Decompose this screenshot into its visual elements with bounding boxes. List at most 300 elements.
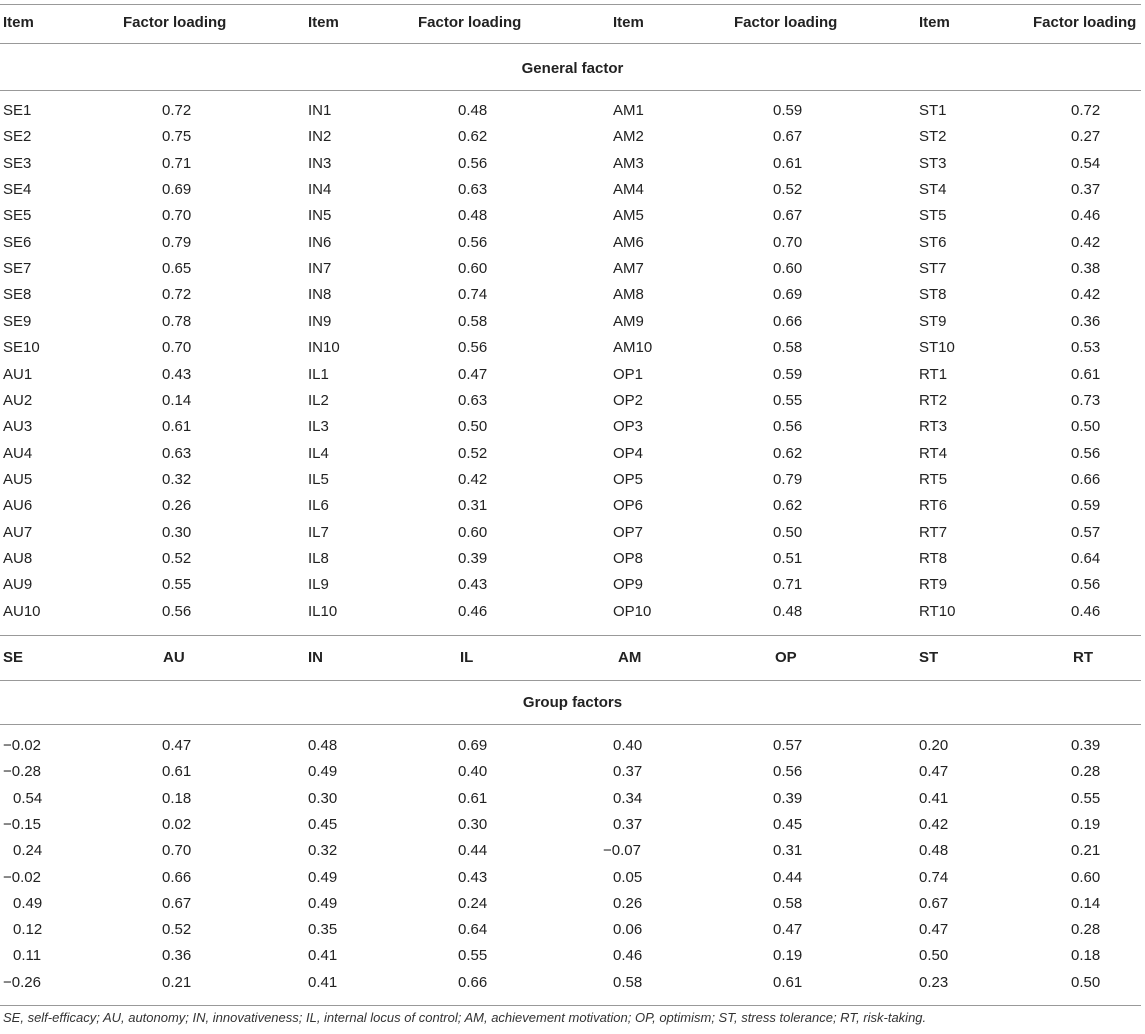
cell-rt: 0.21 [1071, 842, 1101, 860]
cell-il: 0.66 [458, 973, 488, 991]
table-row [0, 441, 1145, 467]
cell-op: 0.44 [773, 868, 803, 886]
cell-loading-4: 0.66 [1071, 470, 1101, 488]
cell-item-4: ST4 [919, 181, 947, 199]
cell-loading-2: 0.52 [458, 444, 488, 462]
cell-rt: 0.55 [1071, 789, 1101, 807]
cell-loading-3: 0.62 [773, 444, 803, 462]
cell-rt: 0.28 [1071, 921, 1101, 939]
cell-loading-4: 0.37 [1071, 181, 1101, 199]
group-header-il: IL [460, 649, 474, 666]
cell-op: 0.19 [773, 947, 803, 965]
cell-item-1: SE10 [3, 339, 40, 357]
cell-rt: 0.50 [1071, 973, 1101, 991]
cell-item-3: OP3 [613, 418, 644, 436]
cell-loading-2: 0.43 [458, 576, 488, 594]
cell-st: 0.74 [919, 868, 949, 886]
group-header-am: AM [618, 649, 642, 666]
cell-item-3: AM2 [613, 128, 644, 146]
cell-loading-3: 0.58 [773, 339, 803, 357]
cell-loading-4: 0.56 [1071, 444, 1101, 462]
table-row [0, 838, 1145, 864]
cell-au: 0.67 [162, 894, 192, 912]
cell-rt: 0.28 [1071, 763, 1101, 781]
cell-loading-4: 0.36 [1071, 312, 1101, 330]
table-row [0, 572, 1145, 598]
table-row [0, 493, 1145, 519]
general-factor-title-row [0, 56, 1145, 82]
cell-item-3: OP5 [613, 470, 644, 488]
cell-loading-1: 0.65 [162, 260, 192, 278]
rule-below-general-rows [0, 635, 1141, 636]
cell-item-2: IL1 [308, 365, 329, 383]
cell-st: 0.42 [919, 815, 949, 833]
cell-op: 0.56 [773, 763, 803, 781]
cell-item-4: ST1 [919, 102, 947, 119]
cell-item-2: IN1 [308, 102, 332, 119]
cell-loading-1: 0.72 [162, 102, 192, 119]
cell-loading-3: 0.52 [773, 181, 803, 199]
cell-loading-1: 0.75 [162, 128, 192, 146]
cell-loading-2: 0.74 [458, 286, 488, 304]
header-item-4: Item [919, 14, 950, 31]
cell-item-2: IN10 [308, 339, 340, 357]
cell-rt: 0.18 [1071, 947, 1101, 965]
cell-item-1: AU3 [3, 418, 33, 436]
cell-item-4: ST6 [919, 233, 947, 251]
cell-in: 0.41 [308, 973, 338, 991]
cell-in: 0.41 [308, 947, 338, 965]
rule-below-general-title [0, 90, 1141, 91]
cell-item-4: RT6 [919, 497, 948, 515]
cell-loading-2: 0.47 [458, 365, 488, 383]
cell-op: 0.61 [773, 973, 803, 991]
cell-se: −0.26 [3, 973, 41, 991]
cell-st: 0.41 [919, 789, 949, 807]
cell-item-2: IN3 [308, 154, 332, 172]
cell-item-4: ST5 [919, 207, 947, 225]
cell-loading-2: 0.56 [458, 339, 488, 357]
cell-loading-3: 0.62 [773, 497, 803, 515]
cell-loading-1: 0.63 [162, 444, 192, 462]
cell-item-2: IN8 [308, 286, 332, 304]
cell-item-2: IL7 [308, 523, 329, 541]
cell-am: 0.06 [613, 921, 643, 939]
cell-item-1: AU2 [3, 391, 33, 409]
cell-item-2: IN7 [308, 260, 332, 278]
cell-op: 0.39 [773, 789, 803, 807]
cell-item-4: ST9 [919, 312, 947, 330]
cell-item-1: AU6 [3, 497, 33, 515]
cell-item-2: IL10 [308, 602, 338, 620]
cell-au: 0.66 [162, 868, 192, 886]
table-row [0, 599, 1145, 625]
cell-item-3: OP1 [613, 365, 644, 383]
cell-item-1: AU5 [3, 470, 33, 488]
cell-am: 0.37 [613, 815, 643, 833]
group-header-op: OP [775, 649, 797, 666]
cell-item-2: IL3 [308, 418, 329, 436]
rule-below-group-headers [0, 680, 1141, 681]
cell-loading-2: 0.63 [458, 181, 488, 199]
cell-se: 0.11 [13, 947, 42, 965]
cell-loading-2: 0.63 [458, 391, 488, 409]
table-row [0, 256, 1145, 282]
group-factors-title-row [0, 690, 1145, 716]
cell-loading-3: 0.79 [773, 470, 803, 488]
cell-am: 0.58 [613, 973, 643, 991]
cell-op: 0.31 [773, 842, 803, 860]
cell-item-1: AU9 [3, 576, 33, 594]
table-row [0, 309, 1145, 335]
table-row [0, 98, 1145, 124]
cell-loading-1: 0.79 [162, 233, 192, 251]
cell-in: 0.32 [308, 842, 338, 860]
cell-op: 0.45 [773, 815, 803, 833]
cell-loading-2: 0.56 [458, 233, 488, 251]
cell-item-2: IL2 [308, 391, 329, 409]
cell-loading-3: 0.66 [773, 312, 803, 330]
cell-item-4: RT8 [919, 549, 948, 567]
cell-loading-4: 0.54 [1071, 154, 1101, 172]
cell-loading-4: 0.64 [1071, 549, 1101, 567]
cell-loading-4: 0.42 [1071, 286, 1101, 304]
group-header-row [0, 645, 1145, 671]
cell-au: 0.47 [162, 737, 192, 754]
cell-item-3: AM4 [613, 181, 644, 199]
cell-loading-4: 0.53 [1071, 339, 1101, 357]
cell-in: 0.30 [308, 789, 338, 807]
cell-loading-2: 0.46 [458, 602, 488, 620]
cell-item-1: SE2 [3, 128, 32, 146]
cell-item-3: OP9 [613, 576, 644, 594]
cell-item-2: IL9 [308, 576, 329, 594]
cell-loading-2: 0.48 [458, 207, 488, 225]
cell-loading-1: 0.70 [162, 339, 192, 357]
cell-loading-4: 0.57 [1071, 523, 1101, 541]
cell-item-2: IL8 [308, 549, 329, 567]
header-loading-2: Factor loading [418, 14, 522, 31]
cell-in: 0.45 [308, 815, 338, 833]
cell-item-3: AM8 [613, 286, 644, 304]
table-row [0, 733, 1145, 759]
cell-loading-2: 0.48 [458, 102, 488, 119]
cell-loading-4: 0.73 [1071, 391, 1101, 409]
table-row [0, 786, 1145, 812]
cell-item-2: IN4 [308, 181, 332, 199]
cell-loading-3: 0.55 [773, 391, 803, 409]
cell-in: 0.35 [308, 921, 338, 939]
table-row [0, 203, 1145, 229]
rule-bottom [0, 1005, 1141, 1006]
cell-se: 0.12 [13, 921, 43, 939]
cell-loading-3: 0.59 [773, 102, 803, 119]
cell-item-1: SE4 [3, 181, 32, 199]
cell-item-4: RT3 [919, 418, 948, 436]
cell-item-3: AM6 [613, 233, 644, 251]
cell-am: 0.26 [613, 894, 643, 912]
cell-loading-2: 0.56 [458, 154, 488, 172]
cell-loading-3: 0.60 [773, 260, 803, 278]
cell-loading-1: 0.30 [162, 523, 192, 541]
cell-se: 0.54 [13, 789, 43, 807]
cell-item-3: OP4 [613, 444, 644, 462]
cell-au: 0.02 [162, 815, 192, 833]
cell-item-1: SE7 [3, 260, 32, 278]
cell-item-1: AU10 [3, 602, 41, 620]
cell-rt: 0.60 [1071, 868, 1101, 886]
cell-item-1: AU8 [3, 549, 33, 567]
cell-rt: 0.14 [1071, 894, 1101, 912]
cell-au: 0.21 [162, 973, 192, 991]
cell-st: 0.47 [919, 921, 949, 939]
cell-loading-3: 0.56 [773, 418, 803, 436]
cell-item-2: IN6 [308, 233, 332, 251]
cell-item-1: SE9 [3, 312, 32, 330]
cell-il: 0.40 [458, 763, 488, 781]
cell-loading-2: 0.60 [458, 523, 488, 541]
cell-loading-3: 0.51 [773, 549, 803, 567]
cell-loading-3: 0.61 [773, 154, 803, 172]
table-row [0, 151, 1145, 177]
cell-loading-2: 0.58 [458, 312, 488, 330]
cell-loading-3: 0.69 [773, 286, 803, 304]
cell-item-2: IN5 [308, 207, 332, 225]
cell-item-3: OP10 [613, 602, 652, 620]
cell-item-4: ST8 [919, 286, 947, 304]
section-title-general: General factor [521, 60, 624, 77]
cell-item-1: SE6 [3, 233, 32, 251]
cell-in: 0.48 [308, 737, 338, 754]
cell-op: 0.57 [773, 737, 803, 754]
rule-top [0, 4, 1141, 5]
table-row [0, 759, 1145, 785]
cell-se: 0.49 [13, 894, 43, 912]
cell-item-4: RT7 [919, 523, 948, 541]
cell-rt: 0.39 [1071, 737, 1101, 754]
cell-am: 0.46 [613, 947, 643, 965]
cell-loading-2: 0.62 [458, 128, 488, 146]
table-row [0, 865, 1145, 891]
cell-loading-2: 0.42 [458, 470, 488, 488]
cell-loading-4: 0.38 [1071, 260, 1101, 278]
cell-loading-4: 0.56 [1071, 576, 1101, 594]
cell-loading-4: 0.46 [1071, 602, 1101, 620]
cell-item-4: RT9 [919, 576, 948, 594]
cell-loading-3: 0.48 [773, 602, 803, 620]
header-loading-3: Factor loading [734, 14, 838, 31]
cell-il: 0.24 [458, 894, 488, 912]
cell-loading-1: 0.52 [162, 549, 192, 567]
cell-op: 0.58 [773, 894, 803, 912]
table-row [0, 943, 1145, 969]
cell-loading-4: 0.72 [1071, 102, 1101, 119]
header-item-3: Item [613, 14, 644, 31]
cell-item-4: ST10 [919, 339, 955, 357]
cell-au: 0.36 [162, 947, 192, 965]
table-row [0, 124, 1145, 150]
cell-item-4: RT1 [919, 365, 948, 383]
cell-au: 0.52 [162, 921, 192, 939]
cell-item-4: ST7 [919, 260, 947, 278]
table-row [0, 917, 1145, 943]
cell-loading-3: 0.50 [773, 523, 803, 541]
cell-loading-1: 0.70 [162, 207, 192, 225]
header-loading-1: Factor loading [123, 14, 227, 31]
cell-il: 0.30 [458, 815, 488, 833]
cell-item-2: IL6 [308, 497, 329, 515]
cell-item-4: RT4 [919, 444, 948, 462]
section-title-group: Group factors [522, 694, 623, 711]
group-header-se: SE [3, 649, 24, 666]
cell-au: 0.70 [162, 842, 192, 860]
cell-loading-2: 0.39 [458, 549, 488, 567]
cell-loading-1: 0.69 [162, 181, 192, 199]
cell-item-2: IN2 [308, 128, 332, 146]
cell-loading-1: 0.26 [162, 497, 192, 515]
cell-loading-2: 0.50 [458, 418, 488, 436]
cell-item-4: RT5 [919, 470, 948, 488]
cell-loading-1: 0.78 [162, 312, 192, 330]
cell-item-1: SE1 [3, 102, 32, 119]
cell-loading-1: 0.14 [162, 391, 192, 409]
cell-loading-3: 0.70 [773, 233, 803, 251]
cell-au: 0.61 [162, 763, 192, 781]
group-header-au: AU [163, 649, 185, 666]
table-row [0, 335, 1145, 361]
cell-loading-4: 0.61 [1071, 365, 1101, 383]
header-item-2: Item [308, 14, 339, 31]
cell-st: 0.23 [919, 973, 949, 991]
cell-item-3: OP8 [613, 549, 644, 567]
cell-il: 0.43 [458, 868, 488, 886]
cell-il: 0.64 [458, 921, 488, 939]
cell-loading-3: 0.71 [773, 576, 803, 594]
table-row [0, 891, 1145, 917]
table-row [0, 388, 1145, 414]
cell-st: 0.47 [919, 763, 949, 781]
cell-item-1: AU4 [3, 444, 33, 462]
cell-au: 0.18 [162, 789, 192, 807]
cell-loading-4: 0.42 [1071, 233, 1101, 251]
cell-se: −0.28 [3, 763, 41, 781]
table-row [0, 812, 1145, 838]
cell-il: 0.61 [458, 789, 488, 807]
cell-item-3: AM5 [613, 207, 644, 225]
group-header-in: IN [308, 649, 323, 666]
table-row [0, 414, 1145, 440]
group-header-rt: RT [1073, 649, 1093, 666]
column-header-row [0, 10, 1145, 36]
cell-in: 0.49 [308, 894, 338, 912]
cell-st: 0.50 [919, 947, 949, 965]
cell-loading-3: 0.67 [773, 207, 803, 225]
cell-st: 0.67 [919, 894, 949, 912]
cell-se: 0.24 [13, 842, 43, 860]
cell-am: −0.07 [603, 842, 641, 860]
cell-in: 0.49 [308, 868, 338, 886]
cell-item-4: ST3 [919, 154, 947, 172]
cell-item-1: AU1 [3, 365, 33, 383]
table-row [0, 970, 1145, 996]
cell-se: −0.15 [3, 815, 41, 833]
cell-loading-4: 0.50 [1071, 418, 1101, 436]
cell-am: 0.37 [613, 763, 643, 781]
cell-loading-1: 0.71 [162, 154, 192, 172]
cell-op: 0.47 [773, 921, 803, 939]
cell-item-2: IN9 [308, 312, 332, 330]
cell-loading-4: 0.59 [1071, 497, 1101, 515]
cell-am: 0.40 [613, 737, 643, 754]
rule-below-header [0, 43, 1141, 44]
cell-item-3: OP6 [613, 497, 644, 515]
cell-in: 0.49 [308, 763, 338, 781]
cell-rt: 0.19 [1071, 815, 1101, 833]
cell-loading-1: 0.32 [162, 470, 192, 488]
cell-se: −0.02 [3, 868, 41, 886]
table-row [0, 362, 1145, 388]
cell-item-1: SE5 [3, 207, 32, 225]
cell-am: 0.05 [613, 868, 643, 886]
cell-loading-4: 0.27 [1071, 128, 1101, 146]
cell-item-3: AM9 [613, 312, 644, 330]
cell-item-3: AM3 [613, 154, 644, 172]
cell-item-1: SE8 [3, 286, 32, 304]
cell-am: 0.34 [613, 789, 643, 807]
cell-item-4: ST2 [919, 128, 947, 146]
cell-il: 0.55 [458, 947, 488, 965]
cell-loading-3: 0.59 [773, 365, 803, 383]
cell-item-3: OP2 [613, 391, 644, 409]
table-row [0, 467, 1145, 493]
cell-item-3: AM7 [613, 260, 644, 278]
cell-item-3: AM10 [613, 339, 653, 357]
cell-item-1: SE3 [3, 154, 32, 172]
cell-loading-2: 0.60 [458, 260, 488, 278]
table-row [0, 177, 1145, 203]
cell-se: −0.02 [3, 737, 41, 754]
header-loading-4: Factor loading [1033, 14, 1137, 31]
cell-item-4: RT2 [919, 391, 948, 409]
table-row [0, 282, 1145, 308]
cell-item-2: IL4 [308, 444, 329, 462]
cell-loading-3: 0.67 [773, 128, 803, 146]
cell-il: 0.69 [458, 737, 488, 754]
table-footnote: SE, self-efficacy; AU, autonomy; IN, innovativeness; IL, internal locus of control; AM, achievement motivation; OP, optimism; ST, stress tolerance; RT, risk-taking. [3, 1010, 927, 1025]
group-header-st: ST [919, 649, 939, 666]
cell-il: 0.44 [458, 842, 488, 860]
cell-st: 0.48 [919, 842, 949, 860]
cell-item-3: OP7 [613, 523, 644, 541]
cell-loading-1: 0.56 [162, 602, 192, 620]
header-item-1: Item [3, 14, 34, 31]
cell-loading-1: 0.55 [162, 576, 192, 594]
cell-item-3: AM1 [613, 102, 644, 119]
table-row [0, 546, 1145, 572]
cell-loading-1: 0.43 [162, 365, 192, 383]
table-row [0, 520, 1145, 546]
table-row [0, 230, 1145, 256]
rule-below-group-title [0, 724, 1141, 725]
cell-loading-2: 0.31 [458, 497, 488, 515]
cell-loading-1: 0.72 [162, 286, 192, 304]
cell-item-1: AU7 [3, 523, 33, 541]
cell-item-4: RT10 [919, 602, 956, 620]
cell-loading-1: 0.61 [162, 418, 192, 436]
cell-loading-4: 0.46 [1071, 207, 1101, 225]
cell-st: 0.20 [919, 737, 949, 754]
cell-item-2: IL5 [308, 470, 329, 488]
